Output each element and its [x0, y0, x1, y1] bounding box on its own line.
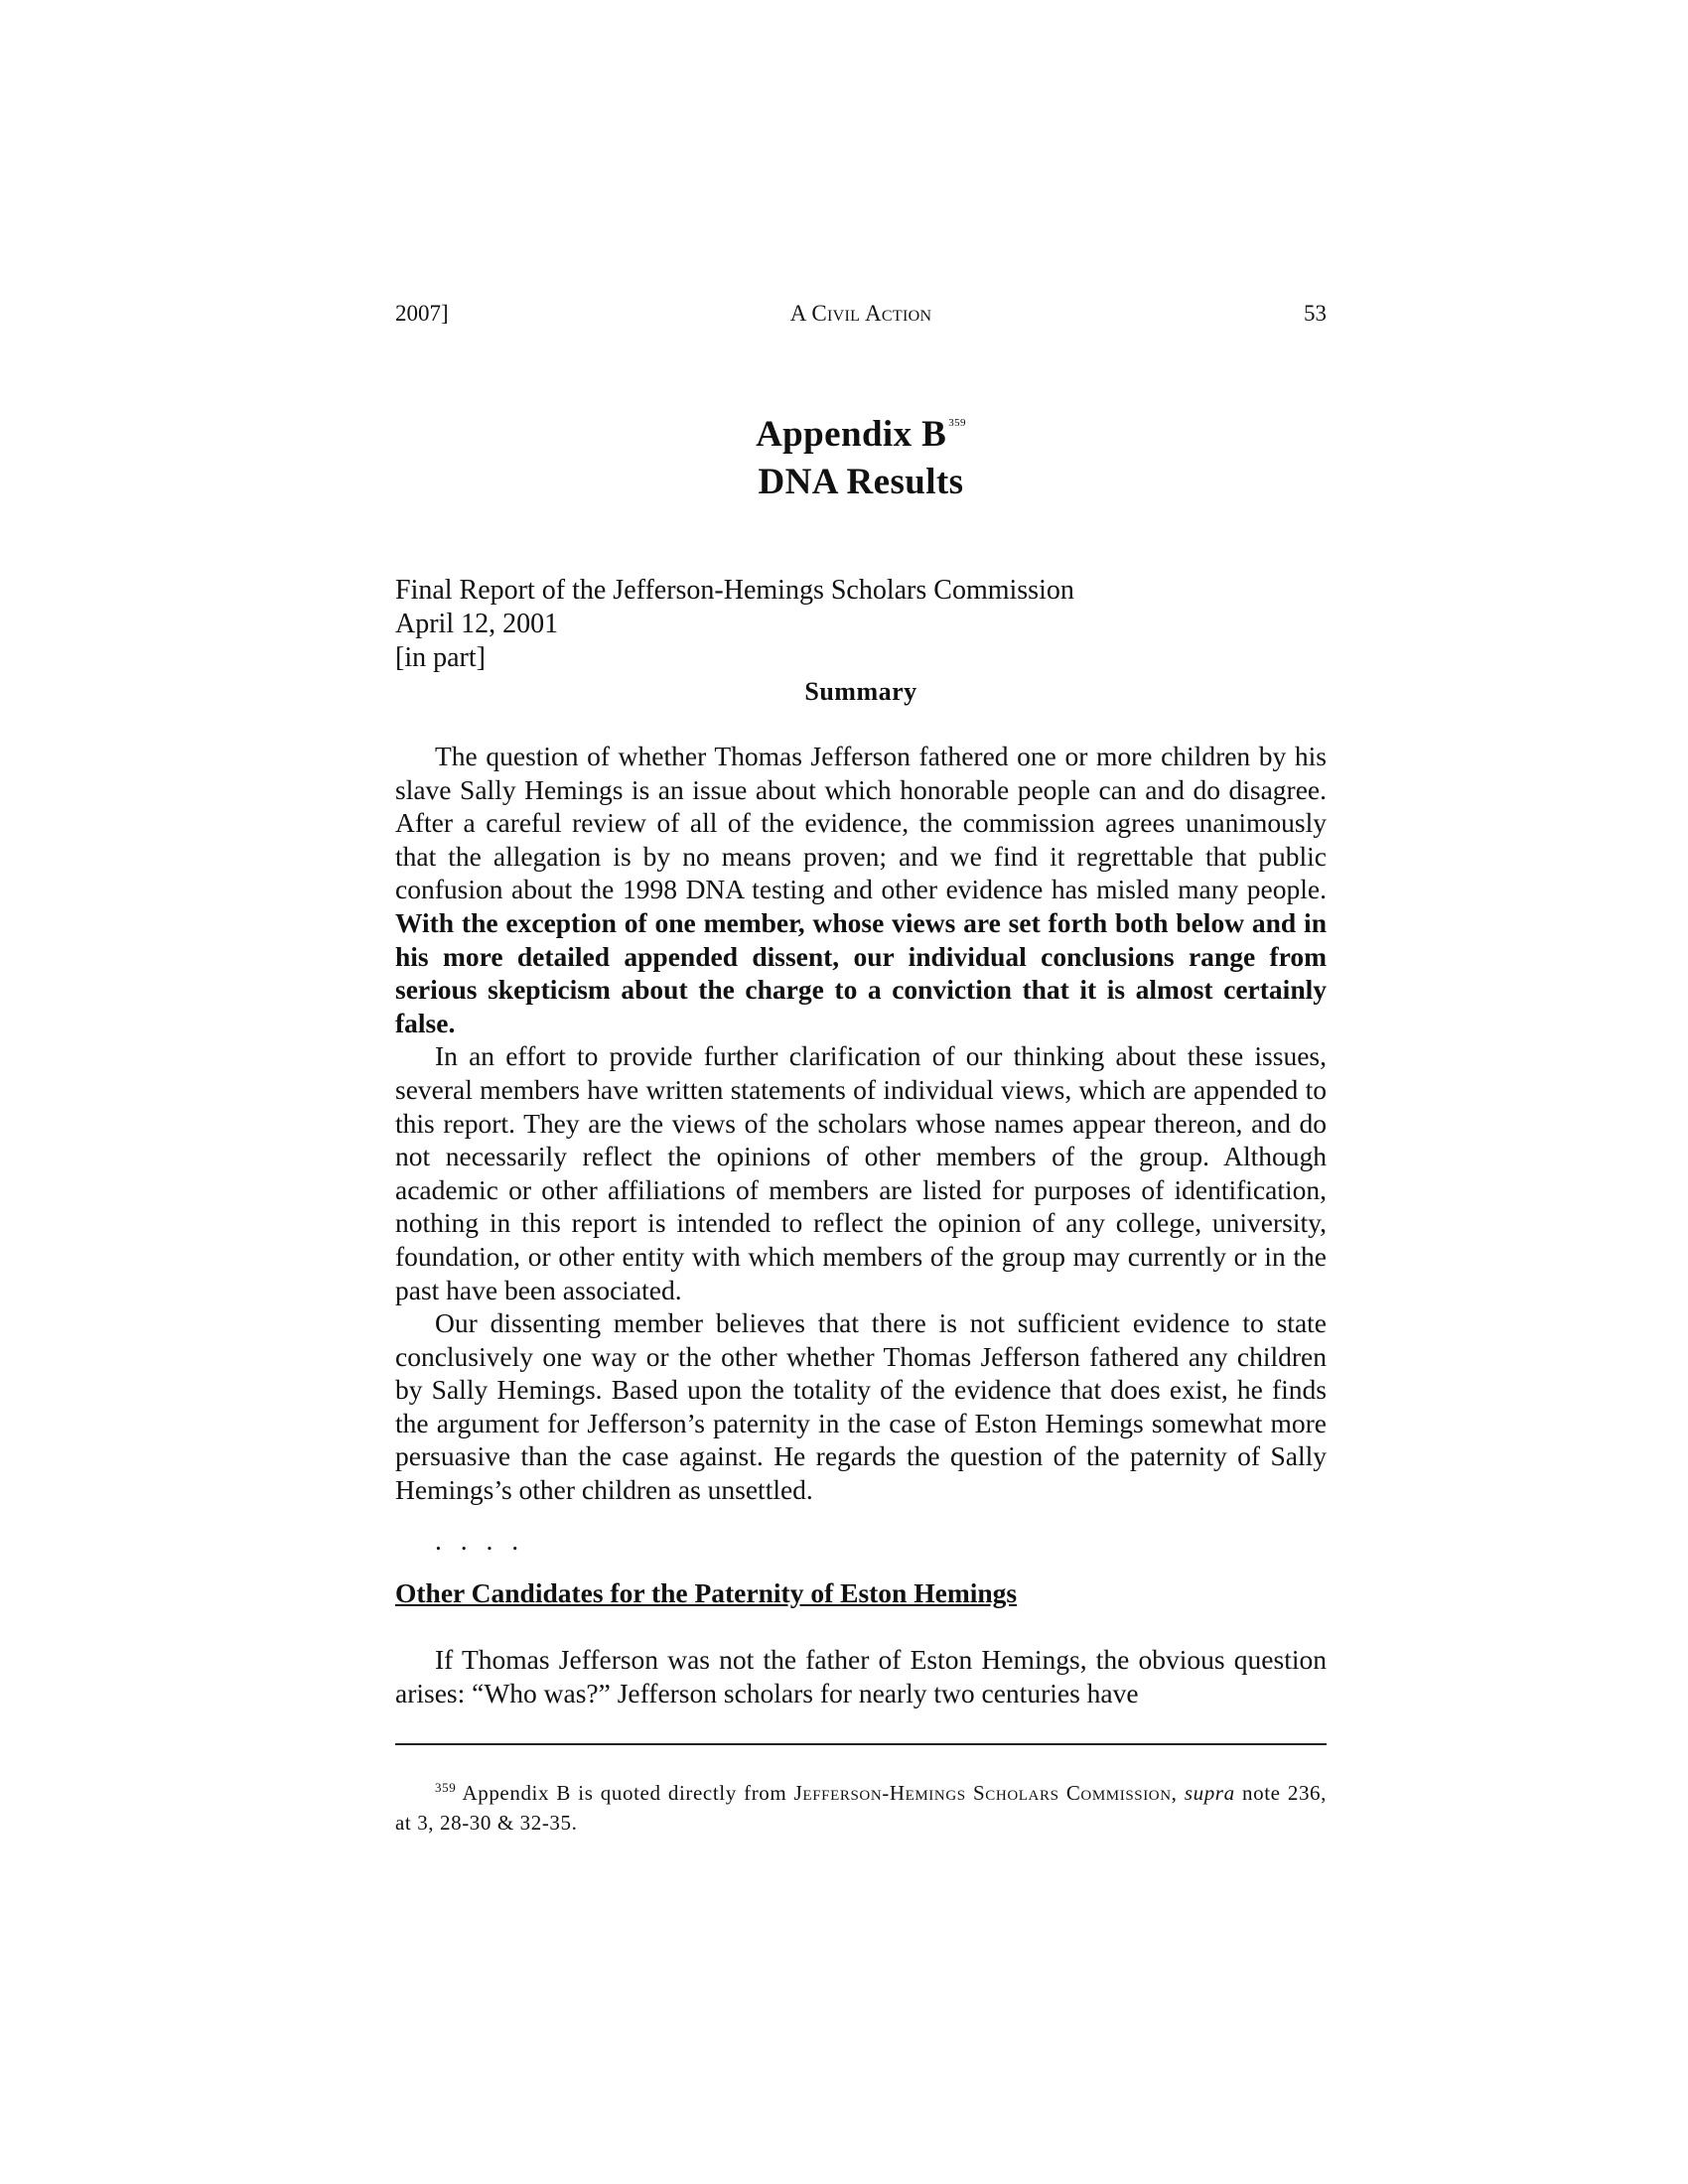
paragraph-2: In an effort to provide further clarification of our thinking about these issues, several members have written statements of individual views, which are appended to this report. They are the views of the scholars whose names appear thereon, and do not necessarily reflect the opinions of other members of the group. Although academic or other affiliations of members are listed for purposes of identification, nothing in this report is intended to reflect the opinion of any college, university, foundation, or other entity with which members of the group may currently or in the past have been associated. [395, 1040, 1327, 1305]
ellipsis: . . . . [435, 1525, 525, 1556]
paragraph-1 [395, 740, 1327, 1039]
appendix-subtitle: DNA Results [758, 462, 964, 502]
report-title: Final Report of the Jefferson-Hemings Scholars Commission [395, 575, 1074, 606]
summary-body [395, 740, 1327, 1507]
report-note: [in part] [395, 642, 486, 673]
footnote-text-after: note 236, at 3, 28-30 & 32-35. [395, 1781, 1328, 1835]
report-date: April 12, 2001 [395, 609, 559, 639]
paragraph-3: Our dissenting member believes that there is not sufficient evidence to state conclusively one way or the other whether Thomas Jefferson fathered any children by Sally Hemings. Based upon the totality of the evidence that does exist, he finds the argument for Jefferson’s paternity in the case of Eston Hemings somewhat more persuasive than the case against. He regards the question of the paternity of Sally Hemings’s other children as unsettled. [395, 1307, 1327, 1506]
running-head [395, 298, 1327, 330]
footnote-359 [395, 1773, 1327, 1838]
running-head-year: 2007] [395, 301, 449, 326]
page-number: 53 [1304, 301, 1327, 326]
paragraph-1-text: The question of whether Thomas Jefferson fathered one or more children by his slave Sally Hemings is an issue about which honorable people can and do disagree. After a careful review of all of the evidence, the commission agrees unanimously that the allegation is by no means proven; and we find it regrettable that public confusion about the 1998 DNA testing and other evidence has misled many people. [395, 741, 1327, 905]
footnote-divider [395, 1743, 1327, 1745]
footnote-comma: , [1171, 1781, 1185, 1805]
section-paragraph-1: If Thomas Jefferson was not the father of Eston Hemings, the obvious question arises: “Who was?” Jefferson scholars for nearly two centuries have [395, 1644, 1327, 1708]
footnote-supra: supra [1184, 1781, 1235, 1805]
section-heading: Other Candidates for the Paternity of Eston Hemings [395, 1577, 1018, 1608]
footnote-ref-359: 359 [948, 417, 966, 429]
appendix-label: Appendix B [756, 414, 947, 455]
running-head-title: A Civil Action [789, 301, 932, 326]
summary-heading: Summary [804, 677, 917, 706]
appendix-title [395, 399, 1327, 506]
footnote-source: Jefferson-Hemings Scholars Commission [793, 1781, 1172, 1805]
section-body [395, 1643, 1327, 1709]
appendix-title-line1 [395, 399, 1327, 459]
paragraph-1-bold-text: With the exception of one member, whose views are set forth both below and in his more detailed appended dissent, our individual conclusions range from serious skepticism about the charge to a conviction that it is almost certainly false. [395, 906, 1327, 1038]
footnote-number: 359 [435, 1780, 457, 1795]
report-meta [395, 574, 1327, 675]
footnote-text-before: Appendix B is quoted directly from [456, 1781, 794, 1805]
